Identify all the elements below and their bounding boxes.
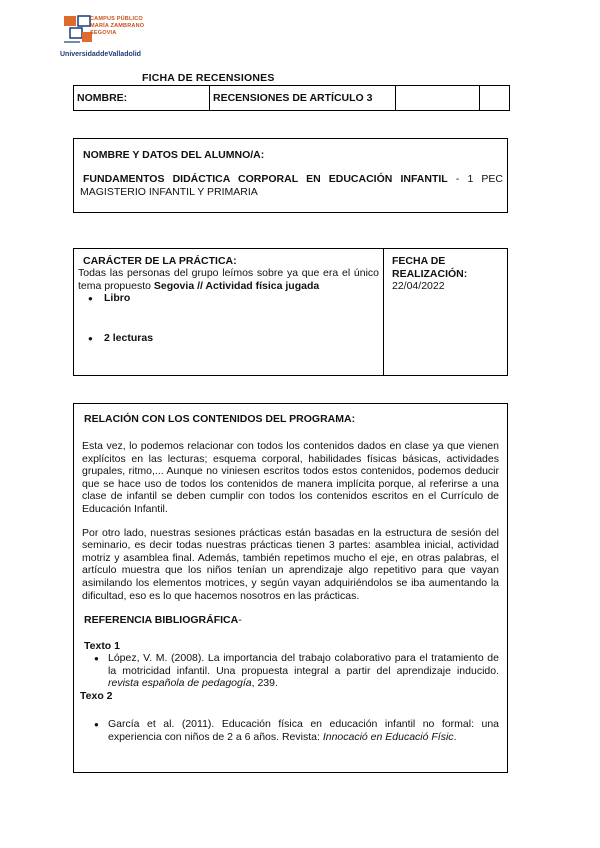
practice-box — [73, 248, 508, 376]
header-empty-cell-1 — [396, 86, 480, 110]
text2-label: Texo 2 — [80, 689, 113, 702]
contents-paragraph-1: Esta vez, lo podemos relacionar con todos los contenidos dados en clase ya que vienen explícitos en las lecturas; esquema corporal, habilidades físicas básicas, actividades grupales, ritmo,... Aunque no viniesen escritos todos estos contenidos, podemos deducir que se hace uso de todos los contenidos de manera implícita porque, al referirse a una clase de infantil se deben cumplir con todos los contenidos escritos en el Currículo de Educación Infantil. — [82, 440, 499, 515]
practice-item-lecturas: ● 2 lecturas — [78, 332, 379, 345]
reference-2-end: . — [453, 730, 457, 743]
reference-1-end: , 239. — [251, 677, 278, 690]
reference-2-text: García et al. (2011). Educación física en educación infantil no formal: una experiencia con niños de 2 a 6 años. Revista: — [108, 717, 499, 743]
date-value: 22/04/2022 — [392, 280, 445, 292]
course-name: FUNDAMENTOS DIDÁCTICA CORPORAL EN EDUCACIÓN INFANTIL — [83, 173, 448, 185]
campus-line-3: SEGOVIA — [90, 30, 117, 36]
practice-item-libro: ● Libro — [78, 292, 379, 305]
campus-name — [90, 16, 144, 37]
reference-list-2 — [82, 718, 499, 743]
university-name: UniversidaddeValladolid — [60, 51, 141, 58]
contents-paragraph-2: Por otro lado, nuestras sesiones prácticas están basadas en la estructura de sesión del seminario, es decir todas nuestras prácticas tienen 3 partes: asamblea inicial, actividad motriz y asamblea final. Además, también repetimos mucho el eje, en otras palabras, el artículo muestra que los niños tenían un aprendizaje algo repetitivo para que vayan asimilando los elementos motrices, y según vayan adquiriéndolos se iba aumentando la dificultad, eso es lo que hacemos nosotros en las prácticas. — [82, 526, 499, 602]
bibliography-title: REFERENCIA BIBLIOGRÁFICA — [84, 614, 239, 627]
course-details: - 1 PEC MAGISTERIO INFANTIL Y PRIMARIA — [80, 173, 503, 198]
text1-label: Texto 1 — [84, 640, 120, 653]
header-table — [73, 85, 510, 111]
header-empty-cell-2 — [480, 86, 507, 110]
practice-text — [78, 267, 379, 292]
contents-box — [73, 403, 508, 773]
reference-list-1 — [82, 652, 499, 690]
practice-list — [78, 292, 379, 345]
contents-heading: RELACIÓN CON LOS CONTENIDOS DEL PROGRAMA: — [84, 413, 356, 425]
student-heading: NOMBRE Y DATOS DEL ALUMNO/A: — [83, 149, 265, 161]
bibliography-suffix: - — [238, 614, 242, 627]
practice-topic: Segovia // Actividad física jugada — [153, 279, 320, 292]
bibliography-heading — [84, 614, 499, 626]
date-cell — [384, 249, 507, 375]
name-label: NOMBRE: — [74, 86, 210, 110]
practice-main-cell — [74, 249, 384, 375]
reference-1-journal: revista española de pedagogía — [108, 677, 252, 690]
practice-heading: CARÁCTER DE LA PRÁCTICA: — [83, 255, 237, 267]
name-value: RECENSIONES DE ARTÍCULO 3 — [210, 86, 396, 110]
student-box — [73, 138, 508, 213]
date-heading: FECHA DE REALIZACIÓN: — [392, 255, 468, 280]
course-info — [80, 173, 503, 199]
page-title: FICHA DE RECENSIONES — [142, 72, 275, 84]
reference-2 — [84, 718, 499, 743]
reference-2-journal: Innocació en Educació Físic — [322, 730, 454, 743]
reference-1 — [84, 652, 499, 690]
campus-line-2: MARÍA ZAMBRANO — [90, 23, 145, 29]
practice-text-start: Todas las personas del grupo leímos sobre ya que era el único tema propuesto — [78, 267, 379, 292]
campus-line-1: CAMPUS PÚBLICO — [90, 16, 143, 22]
reference-1-text: López, V. M. (2008). La importancia del trabajo colaborativo para el tratamiento de la motricidad infantil. Una propuesta integral a partir del aprendizaje inducido. — [108, 652, 499, 677]
